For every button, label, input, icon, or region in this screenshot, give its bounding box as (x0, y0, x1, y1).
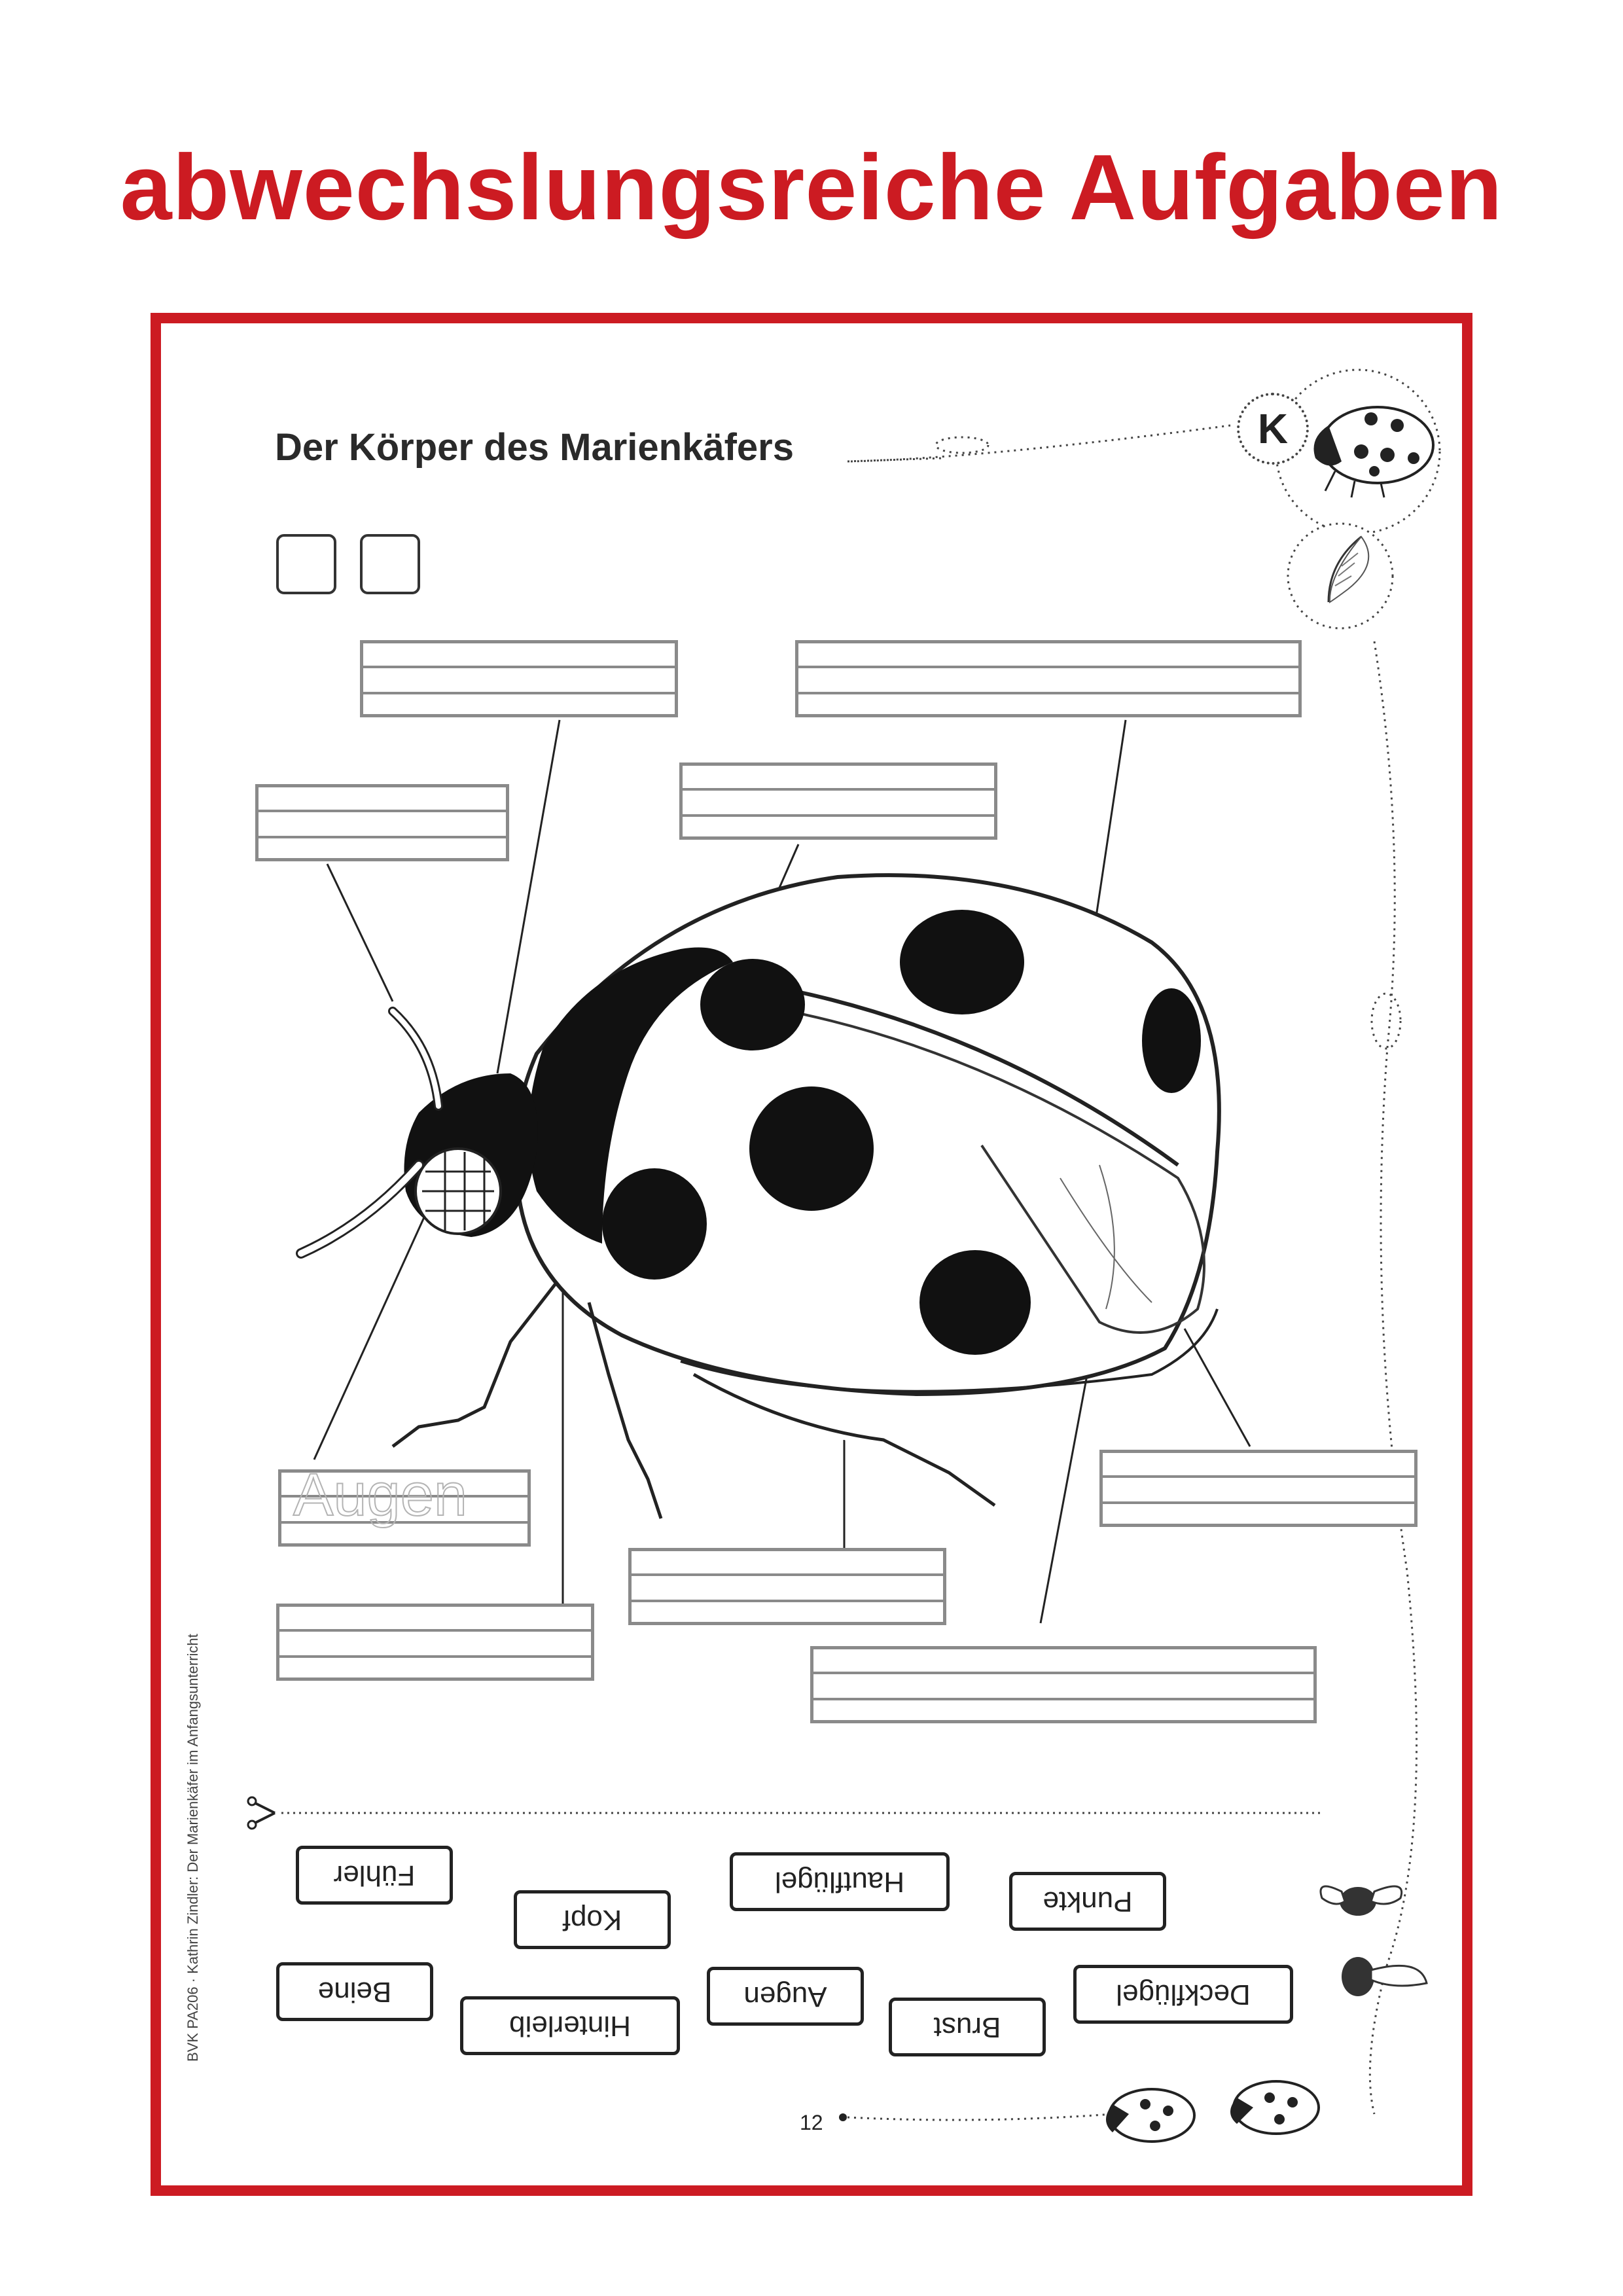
page-number: 12 (800, 2111, 823, 2134)
label-box-bottom-left[interactable] (276, 1604, 594, 1681)
label-box-middle[interactable] (679, 762, 997, 840)
word-card-punkte[interactable]: Punkte (1009, 1872, 1166, 1931)
label-box-bottom-right[interactable] (810, 1646, 1317, 1723)
scissors-icon (248, 1797, 275, 1829)
dotted-trail-bottom (847, 2114, 1113, 2120)
banner-title: abwechslungsreiche Aufgaben (120, 135, 1503, 240)
word-card-hautfluegel[interactable]: Hautflügel (730, 1852, 950, 1911)
label-box-right[interactable] (1099, 1450, 1418, 1527)
ladybug-pair-icon (1106, 2081, 1319, 2142)
label-box-top-left[interactable] (360, 640, 678, 717)
example-trace-text: Augen (293, 1462, 468, 1528)
word-card-beine[interactable]: Beine (276, 1962, 433, 2021)
eye-icon-box (276, 534, 336, 594)
word-card-deckfluegel[interactable]: Deckflügel (1073, 1965, 1293, 2024)
label-box-top-right[interactable] (795, 640, 1302, 717)
feather-circle (1288, 524, 1393, 628)
worksheet-title: Der Körper des Marienkäfers (275, 426, 794, 469)
dotted-trail (851, 425, 1230, 461)
pencil-icon-box (360, 534, 420, 594)
label-box-left[interactable] (255, 784, 509, 861)
flying-ladybug-icon (1321, 1886, 1402, 1916)
word-card-fuehler[interactable]: Fühler (296, 1846, 453, 1905)
word-card-brust[interactable]: Brust (889, 1998, 1046, 2056)
publisher-credit: BVK PA206 · Kathrin Zindler: Der Marienkäfer im Anfangsunterricht (185, 1634, 201, 2062)
word-card-kopf[interactable]: Kopf (514, 1890, 671, 1949)
ladybug-illustration (301, 875, 1219, 1518)
word-card-augen[interactable]: Augen (707, 1967, 864, 2026)
flying-insect-icon (1342, 1957, 1427, 1996)
label-box-center-bottom[interactable] (628, 1548, 946, 1625)
word-card-hinterleib[interactable]: Hinterleib (460, 1996, 680, 2055)
level-badge: K (1237, 393, 1309, 465)
